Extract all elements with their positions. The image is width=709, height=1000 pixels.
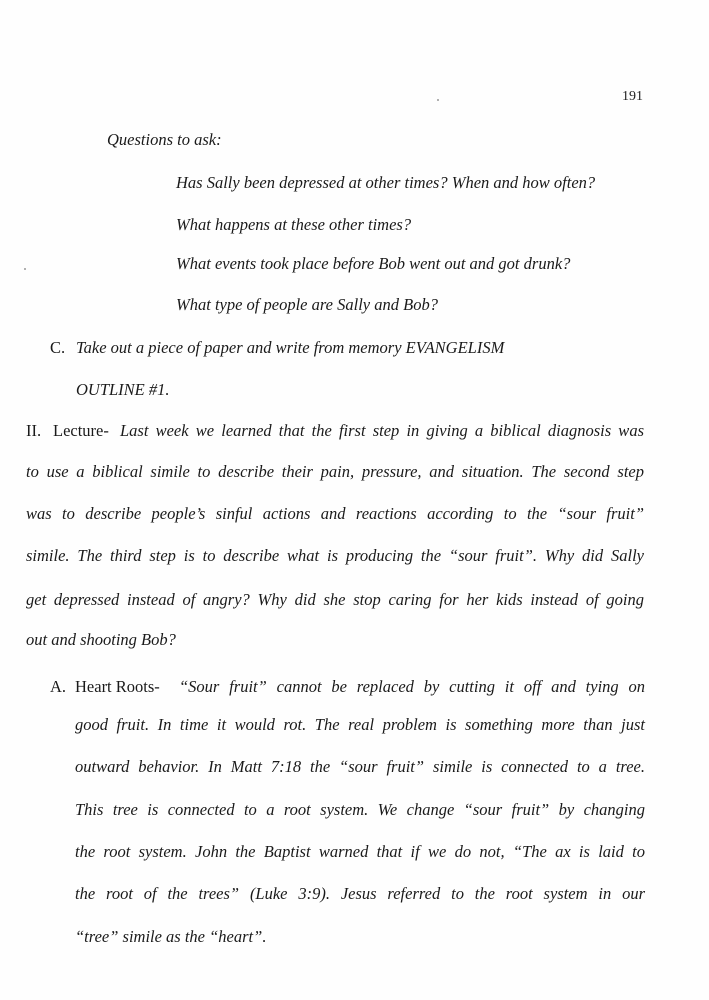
questions-heading: Questions to ask: bbox=[107, 130, 222, 149]
question-item: What happens at these other times? bbox=[176, 215, 412, 234]
lecture-line: Last week we learned that the first step in giving a biblical diagnosis was bbox=[120, 421, 644, 440]
item-c-text-line-2: OUTLINE #1. bbox=[76, 380, 170, 399]
page-number: 191 bbox=[622, 89, 643, 104]
lecture-line: to use a biblical simile to describe their pain, pressure, and situation. The second step bbox=[26, 462, 644, 481]
item-a-line: good fruit. In time it would rot. The real problem is something more than just bbox=[75, 715, 645, 734]
item-c-text-line-1: Take out a piece of paper and write from memory EVANGELISM bbox=[76, 338, 505, 357]
lecture-line: get depressed instead of angry? Why did she stop caring for her kids instead of going bbox=[26, 590, 644, 609]
question-item: What events took place before Bob went out and got drunk? bbox=[176, 254, 571, 273]
item-a-line: “Sour fruit” cannot be replaced by cutting it off and tying on bbox=[179, 677, 645, 696]
item-a-marker: A. bbox=[50, 677, 67, 696]
lecture-line: was to describe people’s sinful actions and reactions according to the “sour fruit” bbox=[26, 504, 644, 523]
scan-speck bbox=[437, 99, 439, 101]
item-a-line: outward behavior. In Matt 7:18 the “sour fruit” simile is connected to a tree. bbox=[75, 757, 645, 776]
item-a-line: This tree is connected to a root system. We change “sour fruit” by changing bbox=[75, 800, 645, 819]
lecture-label: Lecture- bbox=[53, 421, 109, 440]
item-c-marker: C. bbox=[50, 338, 66, 357]
scan-speck bbox=[24, 268, 26, 270]
item-a-line: the root system. John the Baptist warned that if we do not, “The ax is laid to bbox=[75, 842, 645, 861]
bleed-through-shadow bbox=[75, 140, 79, 160]
item-a-label: Heart Roots- bbox=[75, 677, 160, 696]
section-ii-marker: II. bbox=[26, 421, 42, 440]
question-item: Has Sally been depressed at other times? When and how often? bbox=[176, 173, 596, 192]
lecture-line: simile. The third step is to describe what is producing the “sour fruit”. Why did Sally bbox=[26, 546, 644, 565]
question-item: What type of people are Sally and Bob? bbox=[176, 295, 438, 314]
item-a-line: “tree” simile as the “heart”. bbox=[75, 927, 267, 946]
item-a-line: the root of the trees” (Luke 3:9). Jesus referred to the root system in our bbox=[75, 884, 645, 903]
lecture-line: out and shooting Bob? bbox=[26, 630, 176, 649]
